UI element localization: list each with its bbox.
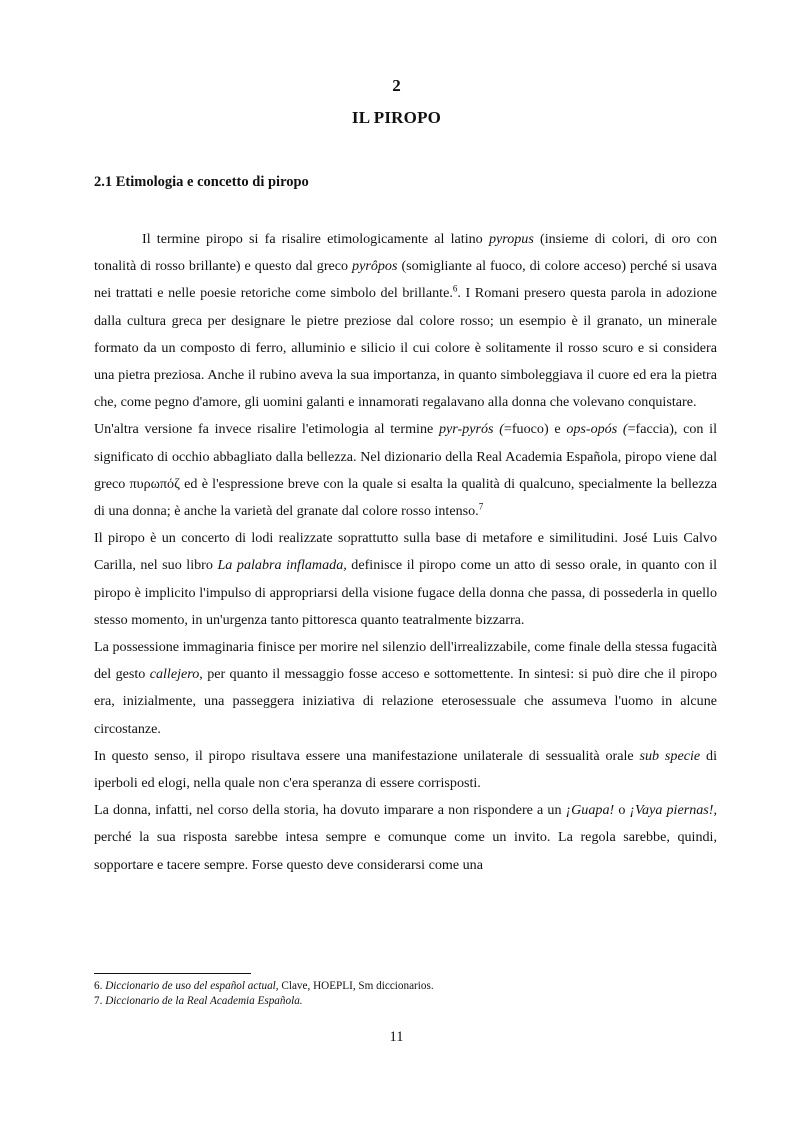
text-run: (somigliante al fuoco, di colore acceso) perché si usava nei trattati e nelle poesie retoriche come simbolo del brillante. bbox=[94, 258, 717, 302]
text-run: La donna, infatti, nel corso della storia, ha dovuto imparare a non rispondere a un bbox=[94, 802, 566, 819]
footnote-ref-6: 6 bbox=[452, 283, 458, 294]
text-run: Un'altra versione fa invece risalire l'etimologia al termine bbox=[94, 421, 439, 438]
paragraph-1 bbox=[94, 226, 717, 416]
italic-run: pyropus bbox=[488, 231, 534, 247]
text-run: o bbox=[614, 802, 630, 819]
italic-run: ¡Guapa! bbox=[565, 802, 615, 819]
footnote-number: 6. bbox=[94, 980, 103, 992]
footnote-source-title: Diccionario de la Real Academia Española. bbox=[105, 994, 303, 1007]
text-run: In questo senso, il piropo risultava essere una manifestazione unilaterale di sessualità orale bbox=[94, 747, 640, 764]
footnote-ref-7: 7 bbox=[478, 501, 484, 512]
text-run: =faccia), con il significato di occhio abbagliato dalla bellezza. Nel dizionario della Real Academia Española, piropo viene dal greco πυρωπόζ ed è l'espressione breve con la quale si esalta la qualità di qualcuno, specialmente la bellezza di una donna; è anche la varietà del granate dal colore rosso intenso. bbox=[94, 421, 717, 520]
text-run: La possessione immaginaria finisce per morire nel silenzio dell'irrealizzabile, come finale della stessa fugacità del gesto bbox=[94, 639, 717, 683]
chapter-title: IL PIROPO bbox=[351, 108, 442, 127]
italic-run: pyr-pyrós ( bbox=[438, 421, 504, 438]
footnote-6 bbox=[94, 979, 717, 994]
italic-run: callejero bbox=[149, 666, 200, 683]
book-title: La palabra inflamada, bbox=[217, 557, 347, 574]
page-number: 11 bbox=[389, 1029, 404, 1045]
section-title: 2.1 Etimologia e concetto di piropo bbox=[94, 174, 309, 190]
text-run: Il termine piropo si fa risalire etimologicamente al latino bbox=[142, 231, 489, 247]
footnote-text: , Clave, HOEPLI, Sm diccionarios. bbox=[275, 980, 434, 992]
footnote-separator bbox=[94, 973, 251, 974]
italic-run: ¡Vaya piernas!, bbox=[629, 802, 718, 819]
footnote-number: 7. bbox=[94, 994, 103, 1007]
paragraph-4 bbox=[94, 634, 717, 743]
footnote-source-title: Diccionario de uso del español actual bbox=[105, 980, 276, 992]
chapter-number: 2 bbox=[392, 76, 401, 95]
paragraph-5 bbox=[94, 743, 717, 797]
footnote-7 bbox=[94, 994, 717, 1009]
body-text bbox=[94, 226, 717, 879]
text-run: di iperboli ed elogi, nella quale non c'era speranza di essere corrisposti. bbox=[94, 747, 717, 792]
paragraph-3 bbox=[94, 525, 717, 634]
footnotes bbox=[94, 979, 717, 1008]
text-run: . I Romani presero questa parola in adozione dalla cultura greca per designare le pietre preziose dal colore rosso; un esempio è il granato, un minerale formato da un composto di ferro, alluminio e silicio il cui colore è solitamente il rosso scuro e si considera una pietra preziosa. Anche il rubino aveva la sua importanza, in quanto simboleggiava il cuore ed era la pietra che, come pegno d'amore, gli uomini galanti e innamorati regalavano alla donna che volevano conquistare. bbox=[94, 285, 717, 411]
italic-run: ops-opós ( bbox=[566, 421, 628, 438]
italic-run: pyrôpos bbox=[352, 258, 398, 275]
text-run: , per quanto il messaggio fosse acceso e sottomettente. In sintesi: si può dire che il piropo era, inizialmente, una passeggera iniziativa di relazione eterosessuale che assumeva l'uomo in alcune circostanze. bbox=[94, 666, 717, 737]
text-run: perché la sua risposta sarebbe intesa sempre e comunque come un invito. La regola sarebbe, quindi, sopportare e tacere sempre. Forse questo deve considerarsi come una bbox=[94, 829, 717, 873]
text-run: definisce il piropo come un atto di sesso orale, in quanto con il piropo è implicito l'impulso di appropriarsi della visione fugace della donna che passa, di possederla in quello stesso momento, in un'urgenza tanto pittoresca quanto teatralmente bizzarra. bbox=[94, 557, 717, 628]
text-run: Il piropo è un concerto di lodi realizzate soprattutto sulla base di metafore e similitudini. José Luis Calvo Carilla, nel suo libro bbox=[94, 530, 717, 574]
text-run: =fuoco) e bbox=[503, 421, 567, 438]
text-run: (insieme di colori, di oro con tonalità di rosso brillante) e questo dal greco bbox=[94, 231, 717, 275]
italic-run: sub specie bbox=[639, 747, 701, 764]
paragraph-6 bbox=[94, 797, 717, 879]
paragraph-2 bbox=[94, 416, 717, 525]
